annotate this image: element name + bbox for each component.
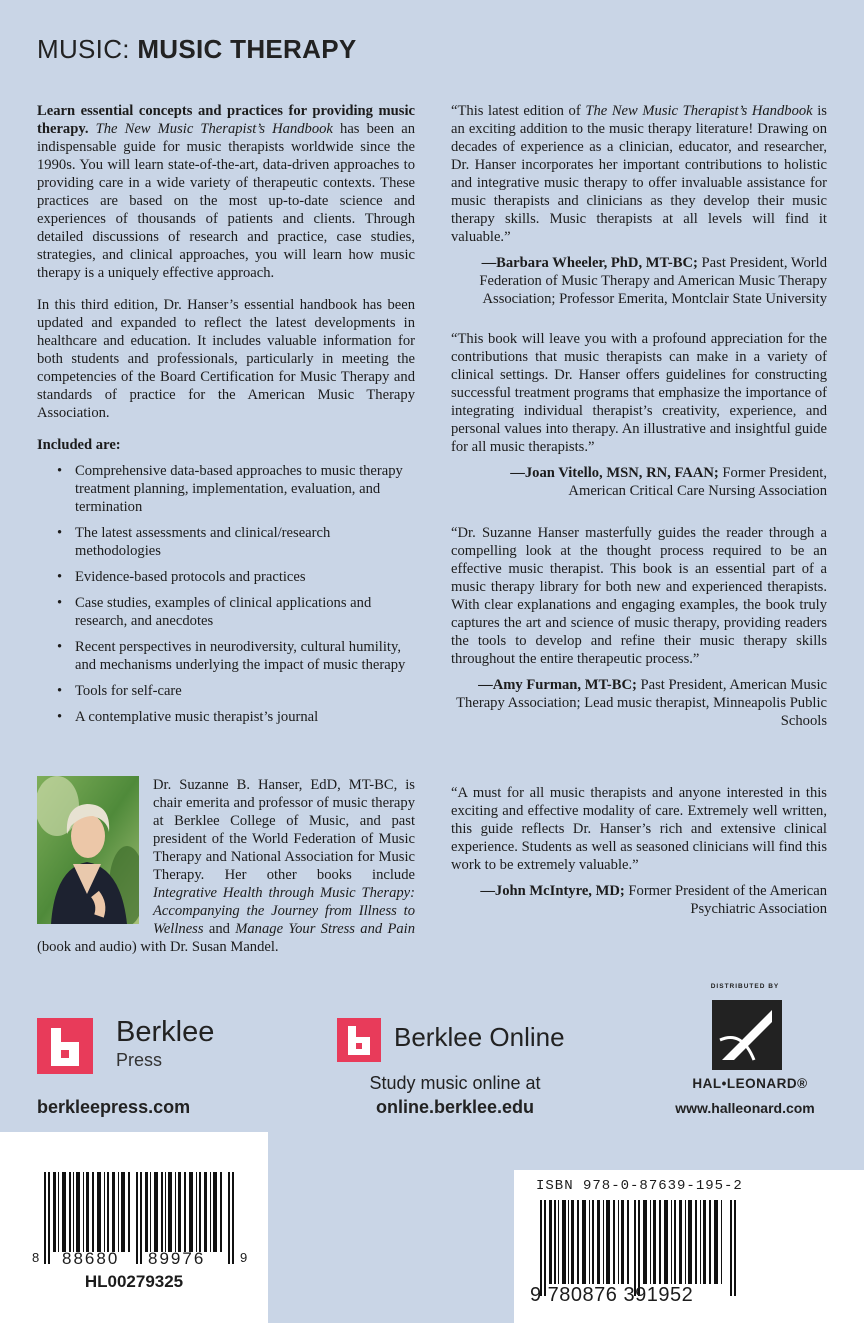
- berklee-press-url[interactable]: berkleepress.com: [37, 1097, 191, 1117]
- intro-bold: Learn essential concepts and practices for providing music therapy.: [37, 103, 415, 137]
- bullet-icon: •: [57, 639, 63, 655]
- bullet-icon: •: [57, 683, 63, 699]
- bullet-icon: •: [57, 595, 63, 611]
- list-item: • A contemplative music therapist’s journal: [57, 709, 319, 725]
- included-heading: Included are:: [37, 437, 121, 453]
- upc-digits-mid: 88680: [62, 1249, 120, 1268]
- list-item: • Recent perspectives in neurodiversity, cultural humility, and mechanisms underlying the impact of music therapy: [57, 639, 406, 673]
- category-heading: [37, 34, 356, 65]
- upc-digits-mid2: 89976: [148, 1249, 206, 1268]
- list-item: • Tools for self-care: [57, 683, 182, 699]
- berklee-press-name: Berklee: [116, 1016, 215, 1048]
- endorsement-attribution: —Joan Vitello, MSN, RN, FAAN; Former President, American Critical Care Nursing Association: [510, 465, 827, 499]
- hl-product-code: HL00279325: [84, 1272, 184, 1291]
- distributed-by-label: DISTRIBUTED BY: [710, 983, 780, 990]
- category-title: MUSIC THERAPY: [137, 34, 357, 64]
- online-url[interactable]: online.berklee.edu: [375, 1097, 535, 1117]
- edition-paragraph: In this third edition, Dr. Hanser’s essential handbook has been updated and expanded to reflect the latest developments in healthcare and education. It includes valuable information for both students and professionals, particularly in meeting the competencies of the Board Certification for Music Therapy and standards of practice for the American Music Therapy Association.: [37, 297, 415, 421]
- endorsement-4: “A must for all music therapists and anyone interested in this exciting and effective modality of care. Extremely well written, this guide reflects Dr. Hanser’s rich and extensive clinical experience. Students as well as seasoned clinicians will find this work to be extremely valuable.” —John McIntyre, MD; Former President of the American Psychiatric Association: [451, 785, 827, 917]
- endorsement-attribution: —Amy Furman, MT-BC; Past President, American Music Therapy Association; Lead music therapist, Minneapolis Public Schools: [456, 677, 827, 729]
- endorsement-attribution: —Barbara Wheeler, PhD, MT-BC; Past President, World Federation of Music Therapy and American Music Therapy Association; Professor Emerita, Montclair State University: [479, 255, 827, 307]
- list-item: • Comprehensive data-based approaches to music therapy treatment planning, implementation, evaluation, and termination: [57, 463, 403, 515]
- isbn-digits: 9 780876 391952: [530, 1284, 694, 1306]
- berklee-online-name: Berklee Online: [394, 1022, 565, 1052]
- endorsements-column: [451, 102, 827, 918]
- author-bio: Dr. Suzanne B. Hanser, EdD, MT-BC, is chair emerita and professor of music therapy at Berklee College of Music, and past president of the World Federation of Music Therapy and National Association for Music Therapy. Her other books include Integrative Health through Music Therapy: Accompanying the Journey from Illness to Wellness and Manage Your Stress and Pain (book and audio) with Dr. Susan Mandel.: [37, 777, 416, 955]
- bullet-icon: •: [57, 525, 63, 541]
- berklee-press-sub: Press: [116, 1050, 163, 1070]
- hal-leonard-url[interactable]: www.halleonard.com: [675, 1100, 815, 1116]
- hal-leonard-logo-icon: [712, 1000, 782, 1070]
- intro-paragraph: [37, 102, 415, 282]
- bullet-icon: •: [57, 709, 63, 725]
- list-item: • Case studies, examples of clinical applications and research, and anecdotes: [57, 595, 372, 629]
- author-book-1: Integrative Health through Music Therapy: Accompanying the Journey from Illness to Wellness: [153, 885, 415, 937]
- online-tagline: Study music online at: [369, 1073, 541, 1093]
- intro-book-title: The New Music Therapist’s Handbook: [95, 121, 333, 137]
- list-item: • The latest assessments and clinical/research methodologies: [57, 525, 331, 559]
- berklee-online-logo-icon: [337, 1018, 381, 1062]
- isbn-label: ISBN 978-0-87639-195-2: [536, 1178, 743, 1194]
- bullet-icon: •: [57, 569, 63, 585]
- isbn-barcode-panel: [514, 1170, 864, 1323]
- list-item: • Evidence-based protocols and practices: [57, 569, 306, 585]
- endorsement-2: “This book will leave you with a profound appreciation for the contributions that music therapists can make in a variety of clinical settings. Dr. Hanser offers guidelines for constructing successful treatment programs that emphasize the importance of integrating individual therapist’s creativity, experience, and personal values into therapy. An illustrative and insightful guide for all music therapists.” —Joan Vitello, MSN, RN, FAAN; Former President, American Critical Care Nursing Association: [451, 331, 827, 499]
- author-book-2: Manage Your Stress and Pain: [235, 921, 416, 937]
- included-list: [37, 462, 415, 726]
- isbn-barcode-icon: [540, 1200, 736, 1296]
- endorsement-3: “Dr. Suzanne Hanser masterfully guides the reader through a compelling look at the thought process required to be an effective music therapist. This book is an essential part of a music therapy library for both new and experienced therapists. With clear explanations and engaging examples, the book truly captures the art and science of music therapy, providing readers the tools to develop and refine their music therapy skills throughout the entire therapeutic process.” —Amy Furman, MT-BC; Past President, American Music Therapy Association; Lead music therapist, Minneapolis Public Schools: [451, 525, 827, 729]
- upc-digit-right: 9: [240, 1250, 248, 1265]
- endorsement-attribution: —John McIntyre, MD; Former President of the American Psychiatric Association: [480, 883, 827, 917]
- quote-book-title: The New Music Therapist’s Handbook: [585, 103, 813, 119]
- category-prefix: MUSIC:: [37, 34, 130, 64]
- berklee-press-logo-icon: [37, 1018, 93, 1074]
- hal-leonard-name: HAL•LEONARD®: [692, 1076, 808, 1091]
- upc-barcode-panel: [0, 1132, 268, 1323]
- bullet-icon: •: [57, 463, 63, 479]
- description-column: [37, 102, 415, 734]
- upc-digit-left: 8: [32, 1250, 40, 1265]
- intro-text: has been an indispensable guide for music therapists worldwide since the 1990s. You will learn state-of-the-art, data-driven approaches to providing care in a wide variety of therapeutic contexts. These practices are based on the most up-to-date science and experiences of thousands of patients and clients. Through detailed discussions of research and practice, case studies, strategies, and clinical approaches, you will learn how music therapy is a uniquely effective approach.: [37, 121, 415, 281]
- endorsement-1: “This latest edition of The New Music Therapist’s Handbook is an exciting addition to the music therapy literature! Drawing on decades of experience as a clinician, educator, and researcher, Dr. Hanser incorporates her important contributions to holistic and integrative music therapy to offer invaluable assistance for music therapists and clinicians as they develop their music therapy skills. Music therapists at all levels will find it valuable.” —Barbara Wheeler, PhD, MT-BC; Past President, World Federation of Music Therapy and American Music Therapy Association; Professor Emerita, Montclair State University: [451, 103, 827, 307]
